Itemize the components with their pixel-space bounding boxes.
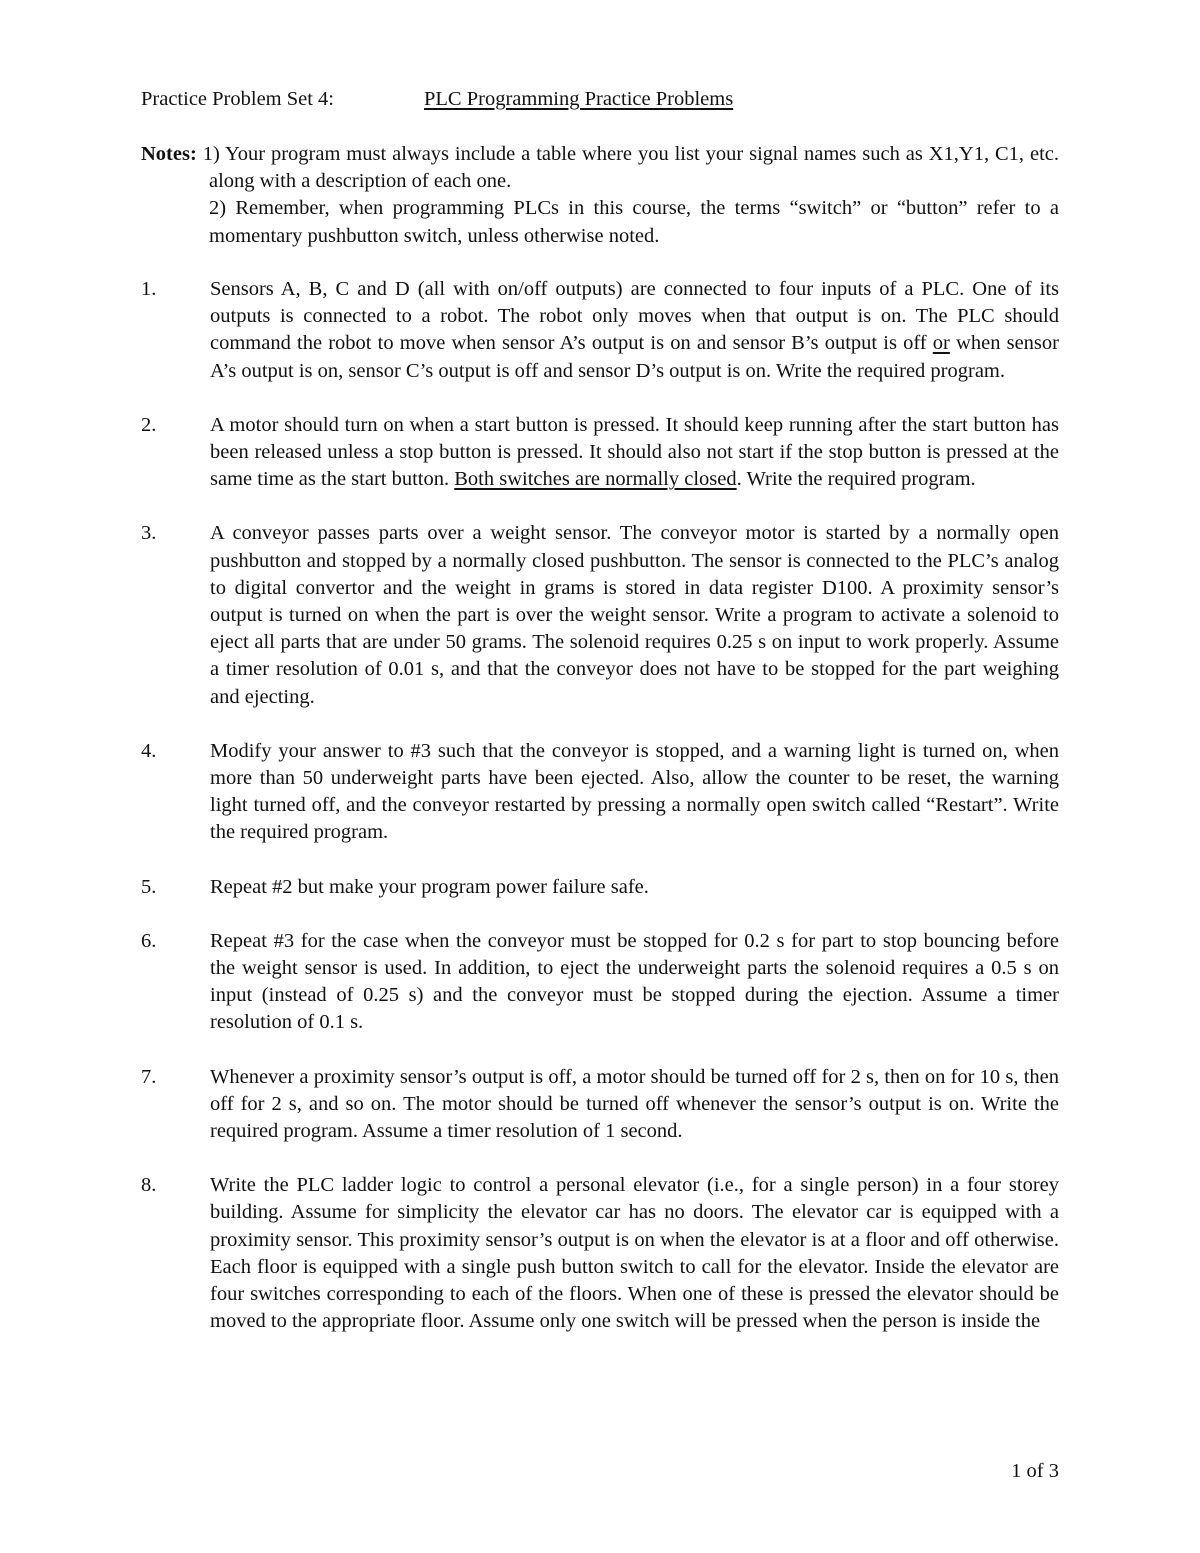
notes-section (141, 141, 1059, 250)
problem-text: Write the PLC ladder logic to control a personal elevator (i.e., for a single person) in a four storey building. Assume for simplicity the elevator car has no doors. The elevator car is equipped with a proximity sensor. This proximity sensor’s output is on when the elevator is at a floor and off otherwise. Each floor is equipped with a single push button switch to call for the elevator. Inside the elevator are four switches corresponding to each of the floors. When one of these is pressed the elevator should be moved to the appropriate floor. Assume only one switch will be pressed when the person is inside the (210, 1174, 1059, 1333)
page-header (141, 86, 1041, 113)
note-1-text: 1) Your program must always include a table where you list your signal names such as X1,Y1, C1, etc. along with a description of each one. (202, 143, 1059, 193)
note-2-text: 2) Remember, when programming PLCs in this course, the terms “switch” or “button” refer to a momentary pushbutton switch, unless otherwise noted. (209, 197, 1059, 247)
problem-text-continued: when sensor A’s output is on, sensor C’s output is off and sensor D’s output is on. Write the required program. (210, 332, 1059, 382)
note-1 (141, 141, 1059, 195)
problem-text: A conveyor passes parts over a weight sensor. The conveyor motor is started by a normally open pushbutton and stopped by a normally closed pushbutton. The sensor is connected to the PLC’s analog to digital convertor and the weight in grams is stored in data register D100. A proximity sensor’s output is turned on when the part is over the weight sensor. Write a program to activate a solenoid to eject all parts that are under 50 grams. The solenoid requires 0.25 s on input to work properly. Assume a timer resolution of 0.01 s, and that the conveyor does not have to be stopped for the part weighing and ejecting. (210, 522, 1059, 708)
problem-text: A motor should turn on when a start button is pressed. It should keep running after the start button has been released unless a stop button is pressed. It should also not start if the stop button is pressed at the same time as the start button. (210, 413, 1059, 491)
problem-item (141, 874, 1059, 901)
problem-set-label: Practice Problem Set 4: (141, 88, 334, 110)
problem-item (141, 276, 1059, 385)
problem-number: 2. (141, 413, 157, 436)
page-number: 1 of 3 (1011, 1460, 1059, 1482)
problem-item (141, 738, 1059, 847)
problem-number: 1. (141, 278, 157, 300)
problem-underlined-text: Both switches are normally closed (454, 468, 737, 491)
problem-underlined-text: or (932, 332, 950, 355)
problem-number: 5. (141, 875, 157, 898)
problem-item (141, 928, 1059, 1037)
problem-text: Modify your answer to #3 such that the conveyor is stopped, and a warning light is turned on, when more than 50 underweight parts have been ejected. Also, allow the counter to be reset, the warning light turned off, and the conveyor restarted by pressing a normally open switch called “Restart”. Write the required program. (210, 739, 1059, 844)
problem-list (141, 276, 1059, 1363)
problem-set-title: PLC Programming Practice Problems (424, 88, 734, 110)
problem-text-continued: . Write the required program. (736, 468, 976, 491)
problem-item (141, 520, 1059, 710)
problem-number: 7. (141, 1065, 157, 1088)
problem-number: 6. (141, 929, 157, 952)
problem-number: 3. (141, 522, 157, 545)
problem-item (141, 1064, 1059, 1146)
problem-number: 8. (141, 1174, 157, 1197)
problem-text: Repeat #2 but make your program power failure safe. (210, 875, 649, 898)
problem-text: Repeat #3 for the case when the conveyor must be stopped for 0.2 s for part to stop bouncing before the weight sensor is used. In addition, to eject the underweight parts the solenoid requires a 0.5 s on input (instead of 0.25 s) and the conveyor must be stopped during the ejection. Assume a timer resolution of 0.1 s. (210, 929, 1059, 1034)
problem-number: 4. (141, 739, 157, 762)
problem-item (141, 1172, 1059, 1335)
problem-text: Sensors A, B, C and D (all with on/off outputs) are connected to four inputs of a PLC. One of its outputs is connected to a robot. The robot only moves when that output is on. The PLC should command the robot to move when sensor A’s output is on and sensor B’s output is off (210, 278, 1059, 355)
problem-text: Whenever a proximity sensor’s output is off, a motor should be turned off for 2 s, then on for 10 s, then off for 2 s, and so on. The motor should be turned off whenever the sensor’s output is on. Write the required program. Assume a timer resolution of 1 second. (210, 1065, 1059, 1143)
notes-label: Notes: (141, 143, 197, 165)
note-2 (141, 195, 1059, 249)
problem-item (141, 412, 1059, 494)
